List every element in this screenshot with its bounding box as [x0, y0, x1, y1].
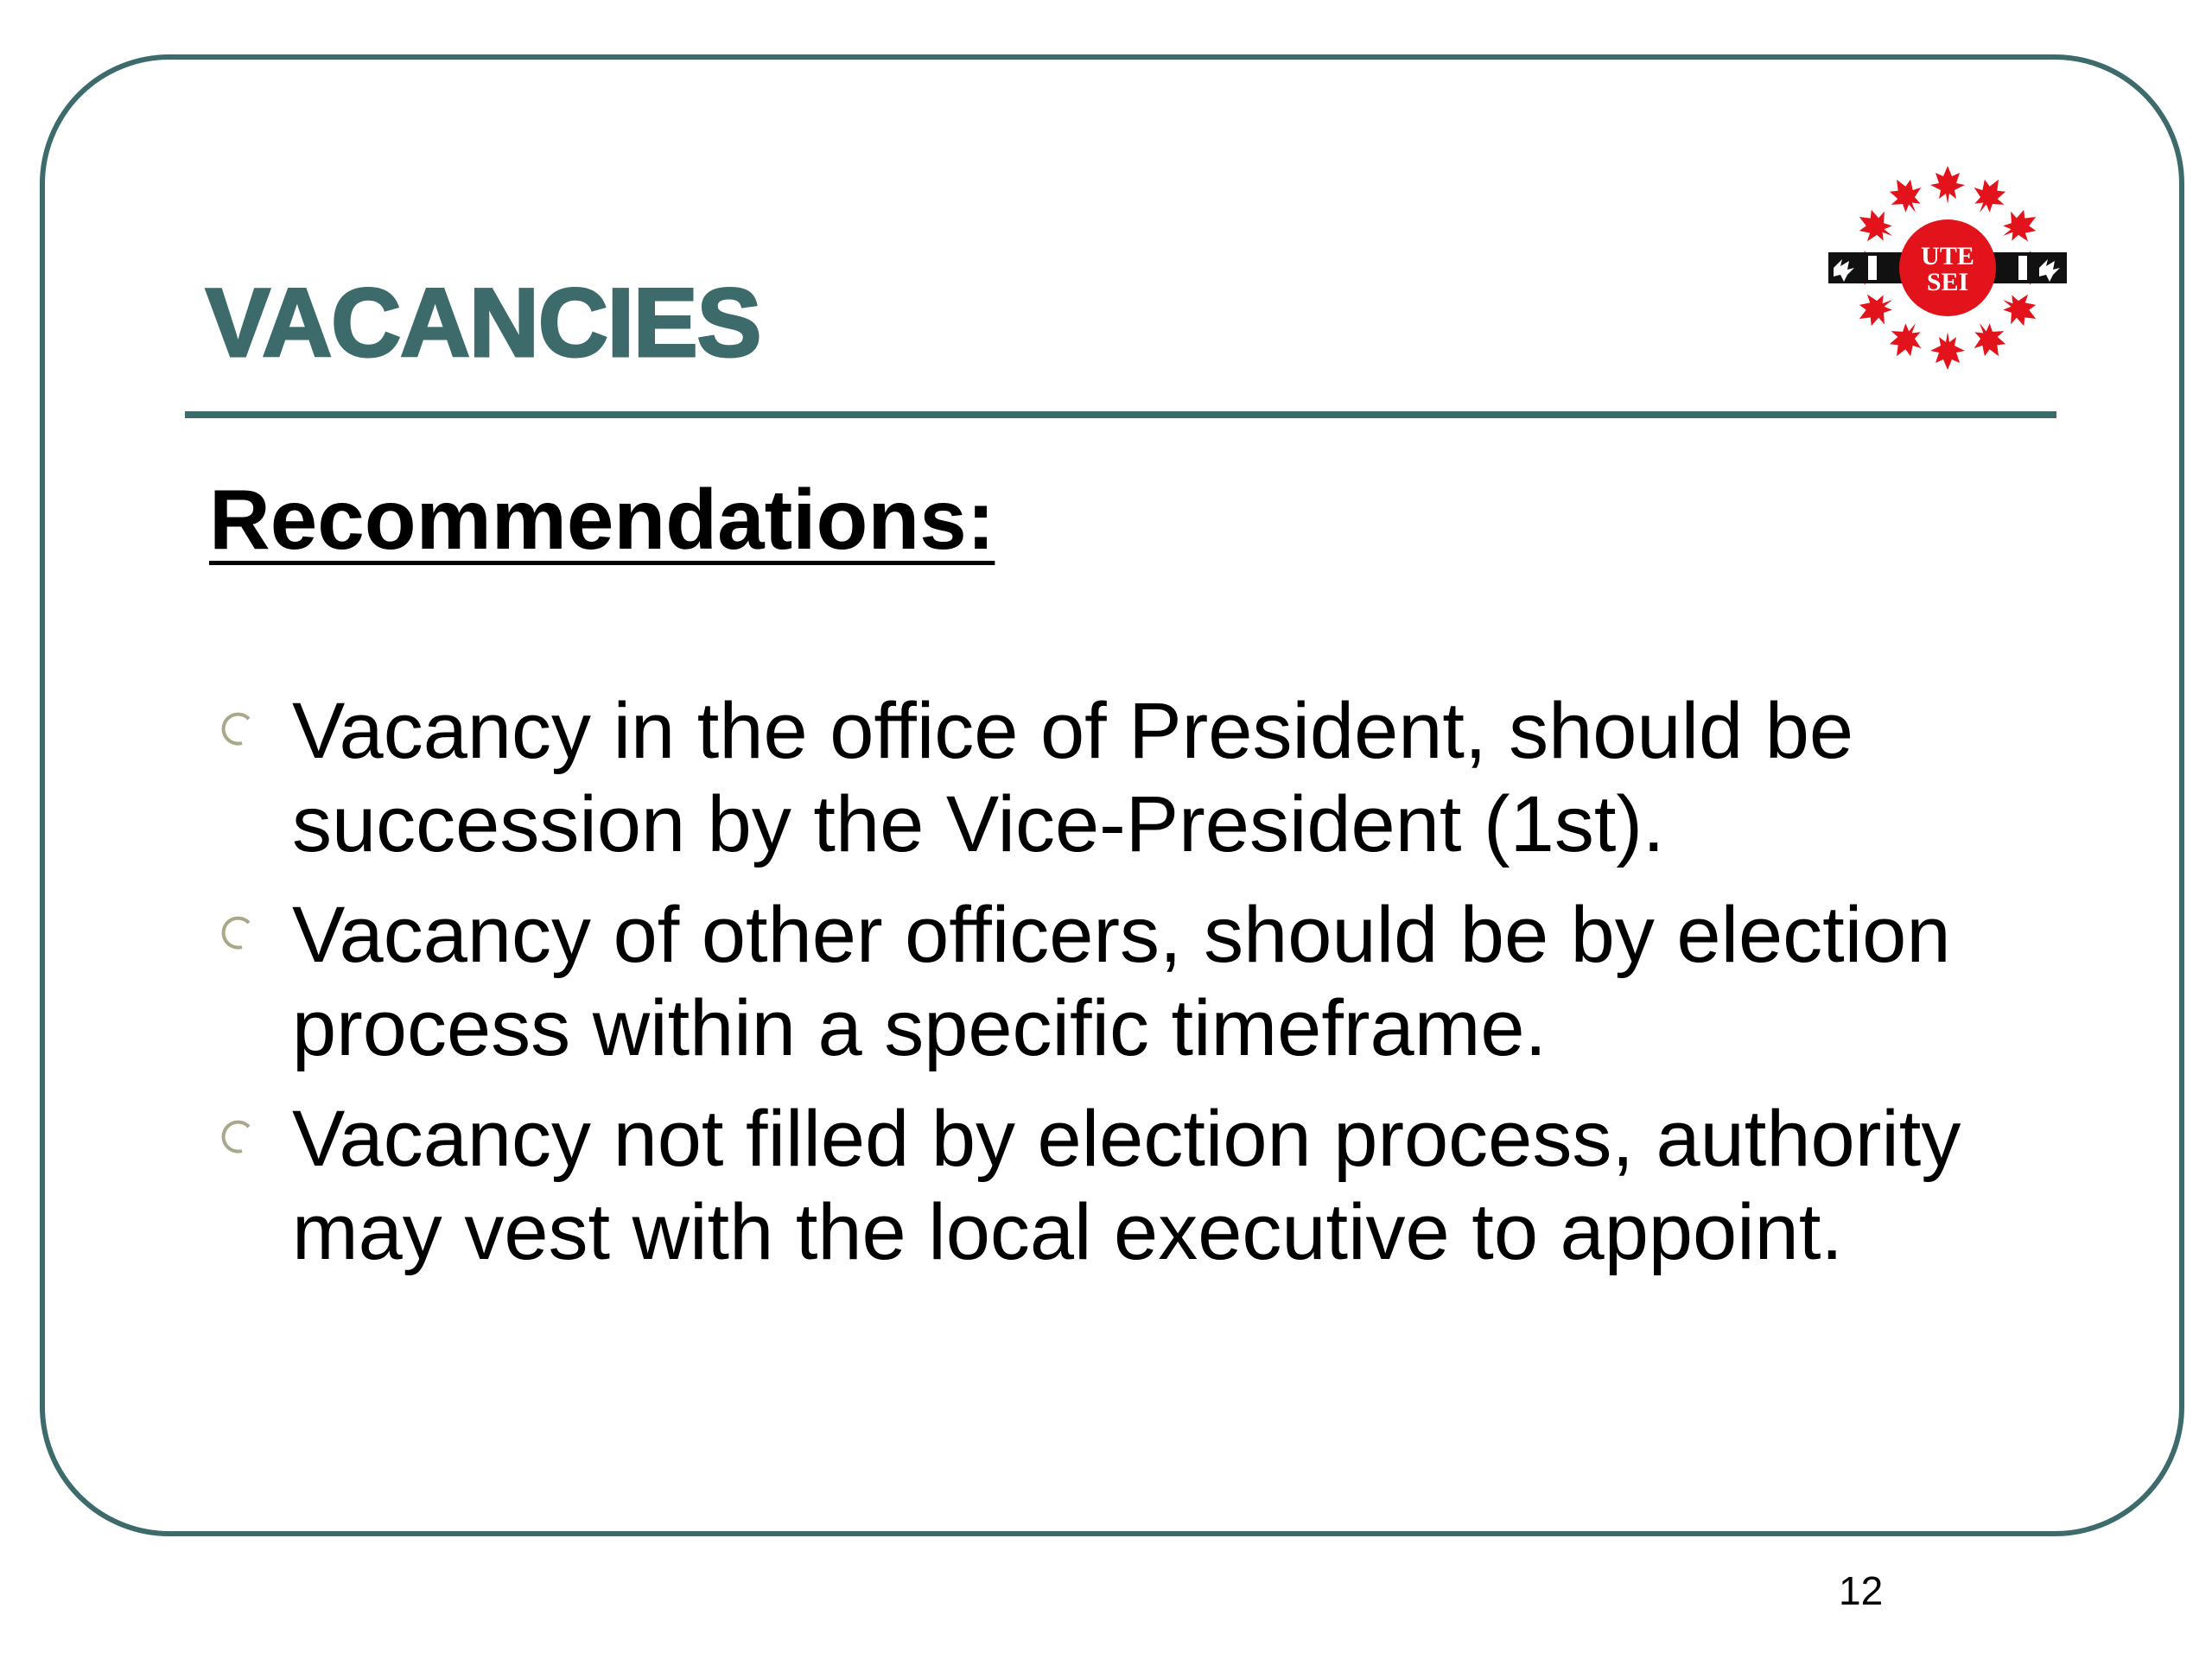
logo-text-line2: SEI — [1926, 268, 1969, 296]
bullet-icon — [207, 684, 292, 771]
slide-title: VACANCIES — [206, 269, 761, 377]
maple-leaf-icon — [1930, 166, 1965, 204]
bullet-text: Vacancy in the office of President, should be succession by the Vice-President (1st). — [292, 687, 1854, 868]
bullet-text: Vacancy of other officers, should be by election process within a specific timeframe. — [292, 891, 1951, 1072]
list-item — [207, 1092, 2048, 1279]
title-divider — [185, 411, 2056, 418]
list-item — [207, 684, 2048, 871]
recommendations-heading: Recommendations: — [209, 472, 995, 567]
maple-leaf-icon — [1882, 171, 1931, 221]
maple-leaf-icon — [1965, 315, 2014, 365]
bullet-text: Vacancy not filled by election process, authority may vest with the local executive to appoint. — [292, 1095, 1961, 1276]
union-logo — [1828, 156, 2067, 380]
maple-leaf-icon — [1851, 202, 1901, 251]
maple-leaf-icon — [1965, 171, 2014, 221]
page-number: 12 — [1839, 1568, 1884, 1613]
list-item — [207, 888, 2048, 1075]
logo-text-line1: UTE — [1921, 242, 1974, 270]
recommendations-list — [207, 684, 2048, 1296]
bullet-icon — [207, 1092, 292, 1179]
bullet-icon — [207, 888, 292, 975]
maple-leaf-icon — [1994, 285, 2044, 334]
maple-leaf-icon — [1930, 332, 1965, 370]
maple-leaf-icon — [1882, 315, 1931, 365]
maple-leaf-icon — [1994, 202, 2044, 251]
maple-leaf-icon — [1851, 285, 1901, 334]
